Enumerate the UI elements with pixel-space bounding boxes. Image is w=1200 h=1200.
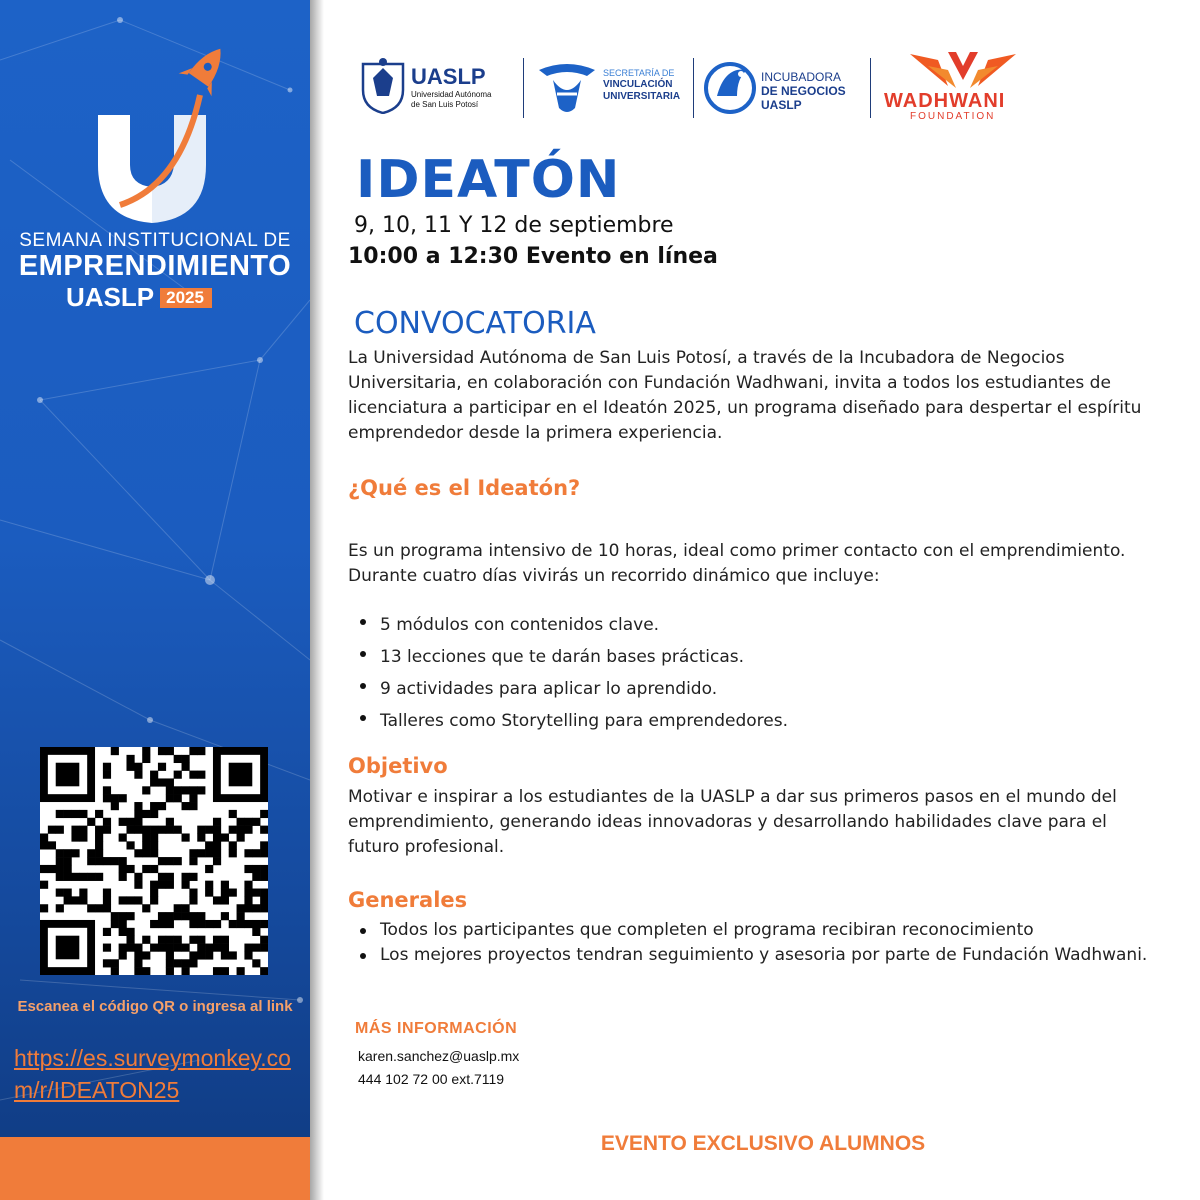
wadhwani-logo xyxy=(880,50,1045,125)
event-title: IDEATÓN xyxy=(356,150,621,210)
event-dates: 9, 10, 11 Y 12 de septiembre xyxy=(354,213,674,238)
logo-divider xyxy=(870,58,871,118)
secretaria-line-3: UNIVERSITARIA xyxy=(603,91,681,102)
secretaria-line-2: VINCULACIÓN xyxy=(603,79,673,90)
semana-logo-icon xyxy=(90,35,240,225)
list-item: Talleres como Storytelling para emprendedores. xyxy=(348,705,1153,737)
mas-info-heading: MÁS INFORMACIÓN xyxy=(355,1020,518,1037)
uaslp-name: UASLP xyxy=(411,64,486,89)
partner-logos xyxy=(355,50,1045,125)
convocatoria-heading: CONVOCATORIA xyxy=(354,306,596,341)
objetivo-body: Motivar e inspirar a los estudiantes de la UASLP a dar sus primeros pasos en el mundo del emprendimiento, generando ideas innovadoras y desarrollando habilidades clave para el futuro profesional. xyxy=(348,787,1117,857)
secretaria-logo xyxy=(535,50,690,125)
objetivo-heading: Objetivo xyxy=(348,754,448,778)
brand-line-1: SEMANA INSTITUCIONAL DE xyxy=(19,230,291,251)
que-es-body: Es un programa intensivo de 10 horas, ideal como primer contacto con el emprendimiento. Durante cuatro días vivirás un recorrido dinámico que incluye: xyxy=(348,541,1126,586)
uaslp-logo xyxy=(355,50,520,125)
uaslp-shield-icon xyxy=(359,56,407,114)
incubadora-logo xyxy=(703,50,863,125)
brand-year-badge: 2025 xyxy=(160,288,212,308)
logo-divider xyxy=(693,58,694,118)
que-es-list xyxy=(348,609,1153,737)
brand-uaslp: UASLP xyxy=(66,282,155,312)
incubadora-line-2: DE NEGOCIOS xyxy=(761,84,846,98)
incubadora-line-3: UASLP xyxy=(761,98,802,112)
brand-line-2: EMPRENDIMIENTO xyxy=(18,250,292,282)
event-schedule: 10:00 a 12:30 Evento en línea xyxy=(348,244,718,269)
generales-list xyxy=(348,918,1153,968)
secretaria-emblem-icon xyxy=(537,60,597,116)
survey-link[interactable]: https://es.surveymonkey.com/r/IDEATON25 xyxy=(14,1045,291,1103)
brand-line-3 xyxy=(66,282,212,313)
sidebar xyxy=(0,0,310,1200)
list-item: Todos los participantes que completen el programa recibiran reconocimiento xyxy=(348,918,1153,943)
generales-heading: Generales xyxy=(348,888,468,912)
convocatoria-body: La Universidad Autónoma de San Luis Potosí, a través de la Incubadora de Negocios Universitaria, en colaboración con Fundación Wadhwani, invita a todos los estudiantes de licenciatura a participar en el Ideatón 2025, un programa diseñado para despertar el espíritu emprendedor desde la primera experiencia. xyxy=(348,348,1142,443)
secretaria-line-1: SECRETARÍA DE xyxy=(603,68,675,78)
contact-phone: 444 102 72 00 ext.7119 xyxy=(358,1071,505,1087)
logo-divider xyxy=(523,58,524,118)
list-item: 9 actividades para aplicar lo aprendido. xyxy=(348,673,1153,705)
que-es-heading: ¿Qué es el Ideatón? xyxy=(348,476,581,500)
qr-code-icon[interactable] xyxy=(40,747,268,975)
list-item: 13 lecciones que te darán bases prácticas. xyxy=(348,641,1153,673)
scan-instruction: Escanea el código QR o ingresa al link xyxy=(17,998,293,1015)
incubadora-line-1: INCUBADORA xyxy=(761,70,842,84)
sidebar-shadow xyxy=(310,0,324,1200)
exclusive-banner: EVENTO EXCLUSIVO ALUMNOS xyxy=(600,1132,926,1155)
uaslp-sub-1: Universidad Autónoma xyxy=(411,90,492,99)
wadhwani-wings-icon xyxy=(908,50,1018,90)
contact-email[interactable]: karen.sanchez@uaslp.mx xyxy=(358,1048,520,1064)
wadhwani-name: WADHWANI xyxy=(884,90,1006,112)
incubadora-bird-icon xyxy=(703,56,757,116)
orange-footer-bar xyxy=(0,1137,310,1200)
list-item: Los mejores proyectos tendran seguimiento y asesoria por parte de Fundación Wadhwani. xyxy=(348,943,1153,968)
uaslp-sub-2: de San Luis Potosí xyxy=(411,100,479,109)
list-item: 5 módulos con contenidos clave. xyxy=(348,609,1153,641)
wadhwani-sub: FOUNDATION xyxy=(910,111,996,122)
